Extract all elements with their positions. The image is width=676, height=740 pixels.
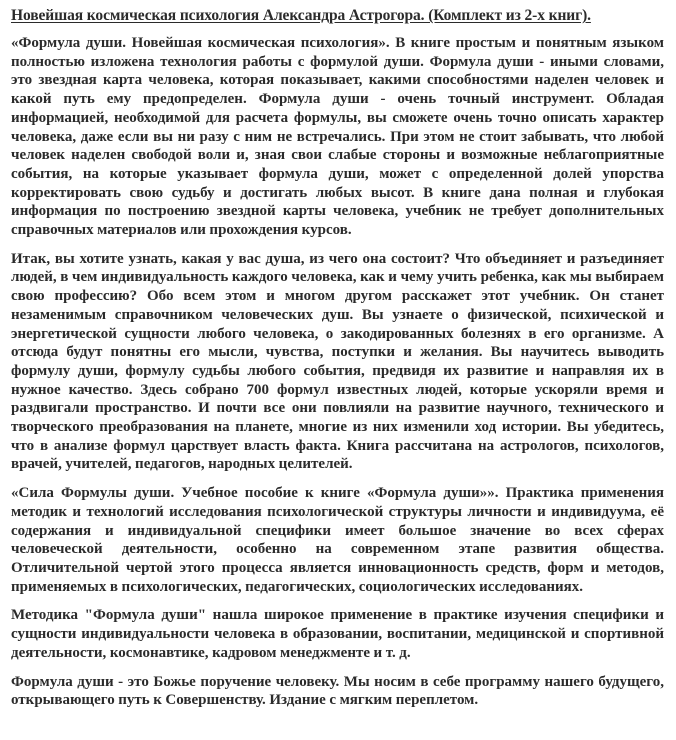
paragraph-edition-note: Формула души - это Божье поручение человеку. Мы носим в себе программу нашего будущего, открывающего путь к Совершенству. Издание с мягким переплетом. xyxy=(11,673,664,709)
paragraph-sila-formuly: «Сила Формулы души. Учебное пособие к книге «Формула души»». Практика применения методик и технологий исследования психологической структуры личности и индивидуума, её содержания и индивидуальной специфики имеет большое значение во всех сферах человеческой деятельности, особенно на современном этапе развития общества. Отличительной чертой этого процесса является инновационность средств, форм и методов, применяемых в психологических, педагогических, социологических исследованиях. xyxy=(11,485,664,595)
paragraph-formula-dushi: «Формула души. Новейшая космическая психология». В книге простым и понятным языком полностью изложена технология работы с формулой души. Формула души - иными словами, это звездная карта человека, которая показывает, какими способностями наделен человек и какой путь ему предопределен. Формула души - очень точный инструмент. Обладая информацией, необходимой для расчета формулы, вы сможете очень точно описать характер человека, даже если вы ни разу с ним не встречались. При этом не стоит забывать, что любой человек наделен свободой воли и, зная свои слабые стороны и возможные неблагоприятные события, на которые указывает формула души, может с определенной долей упорства корректировать свою судьбу и достигать любых высот. В книге дана полная и глубокая информация по построению звездной карты человека, учебник не требует дополнительных справочных материалов или прохождения курсов. xyxy=(11,35,664,239)
document-title: Новейшая космическая психология Александра Астрогора. (Комплект из 2-х книг). xyxy=(11,7,591,24)
paragraph-methodology: Методика "Формула души" нашла широкое применение в практике изучения специфики и сущности индивидуальности человека в образовании, воспитании, медицинской и спортивной деятельности, космонавтике, кадровом менеджменте и т. д. xyxy=(11,607,664,661)
document-page xyxy=(11,6,664,710)
paragraph-soul-questions: Итак, вы хотите узнать, какая у вас душа, из чего она состоит? Что объединяет и разъединяет людей, в чем индивидуальность каждого человека, как и чему учить ребенка, как мы выбираем свою профессию? Обо всем этом и многом другом расскажет этот учебник. Он станет незаменимым справочником человеческих душ. Вы узнаете о физической, психической и энергетической сущности любого человека, о закодированных болезнях в его организме. А отсюда будут понятны его мысли, чувства, поступки и желания. Вы научитесь выводить формулу души, формулу судьбы любого события, предвидя их развитие и направляя их в нужное качество. Здесь собрано 700 формул известных людей, которые ускоряли время и раздвигали пространство. И почти все они повлияли на развитие научного, технического и творческого преобразования на планете, многие из них изменили ход истории. Вы убедитесь, что в анализе формул царствует власть факта. Книга рассчитана на астрологов, психологов, врачей, учителей, педагогов, народных целителей. xyxy=(11,250,664,473)
